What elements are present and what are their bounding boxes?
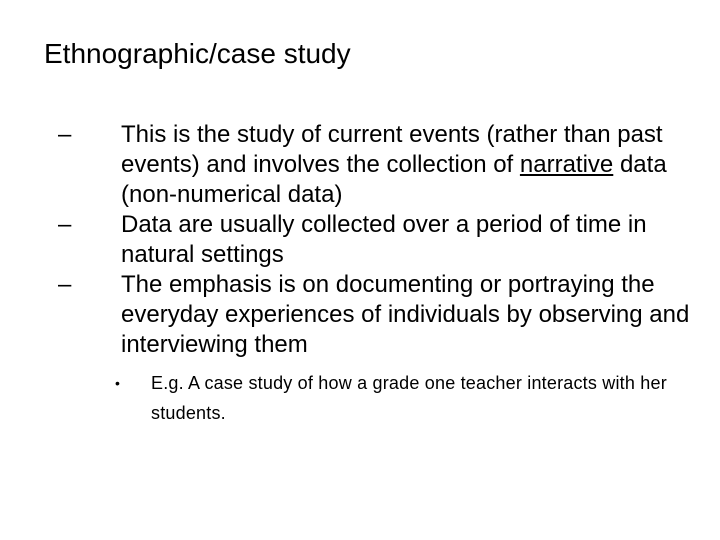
bullet-item (44, 120, 704, 210)
sub-bullet-list (115, 368, 704, 428)
bullet-text: The emphasis is on documenting or portraying the everyday experiences of individuals by observing and interviewing them (121, 271, 690, 358)
dash-marker: – (58, 271, 72, 298)
dash-marker: – (58, 121, 72, 148)
bullet-item (44, 210, 704, 270)
bullet-text: data (non-numerical data) (121, 151, 667, 208)
bullet-item (44, 270, 704, 428)
sub-bullet-item (115, 368, 681, 428)
slide-title: Ethnographic/case study (44, 38, 351, 69)
underlined-term: narrative (519, 151, 614, 178)
bullet-text: This is the study of current events (rather than past events) and involves the collection of (121, 121, 663, 178)
bullet-list (44, 120, 704, 428)
sub-bullet-text: E.g. A case study of how a grade one teacher interacts with her students. (151, 373, 667, 423)
dash-marker: – (58, 211, 72, 238)
bullet-text: Data are usually collected over a period of time in natural settings (121, 211, 647, 268)
bullet-dot-marker: • (115, 375, 121, 391)
